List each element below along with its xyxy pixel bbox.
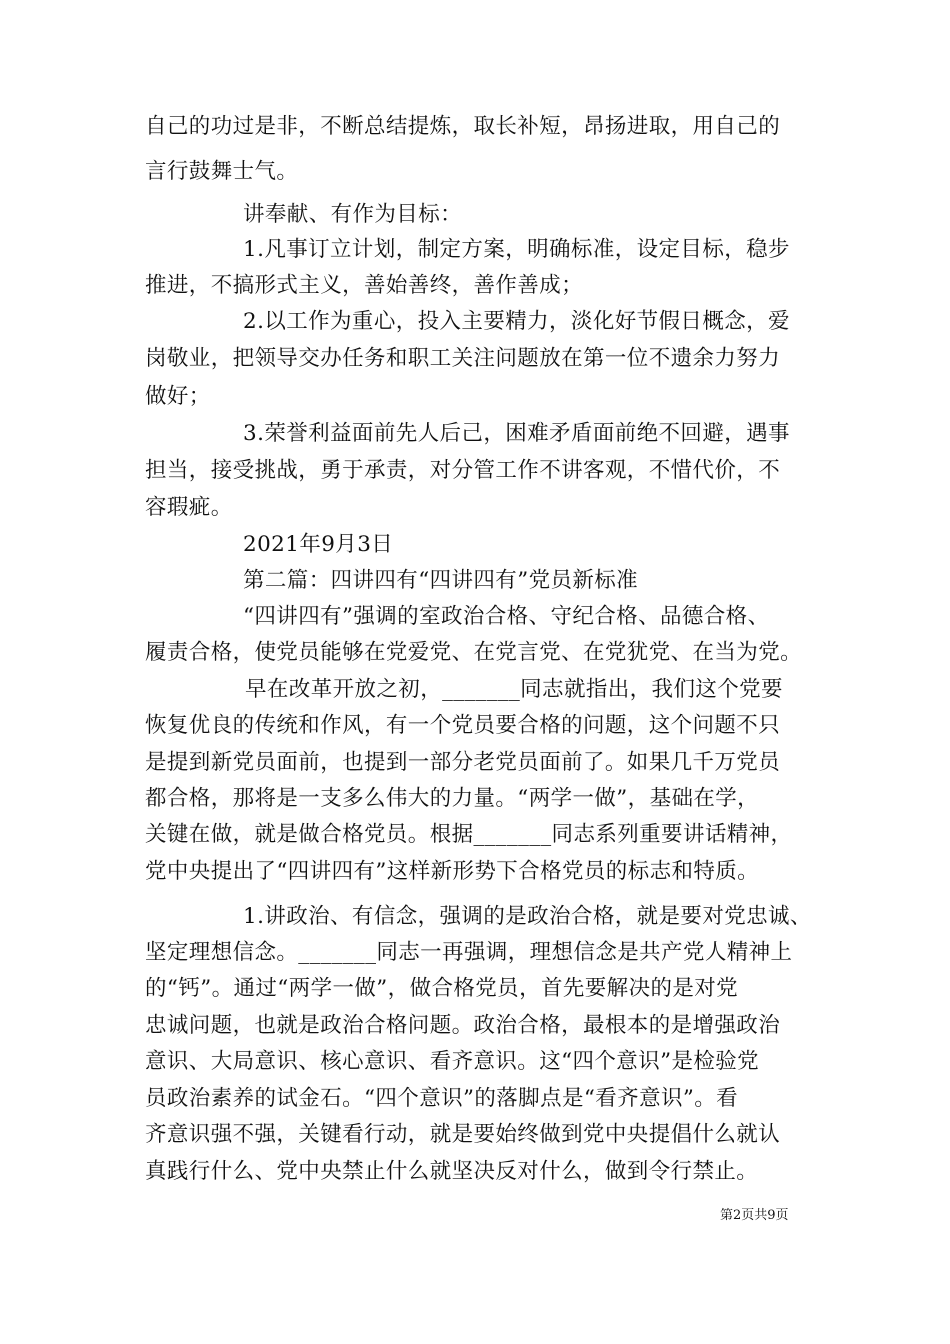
text-line: 早在改革开放之初，_______同志就指出，我们这个党要 — [245, 677, 783, 702]
page-number: 第2页共9页 — [720, 1208, 789, 1223]
text-line: 是提到新党员面前，也提到一部分老党员面前了。如果几千万党员 — [145, 750, 781, 775]
date-line: 2021年9月3日 — [243, 532, 394, 557]
section-heading: 第二篇：四讲四有“四讲四有”党员新标准 — [243, 568, 639, 593]
text-line: 履责合格，使党员能够在党爱党、在党言党、在党犹党、在当为党。 — [145, 640, 803, 665]
text-line: 都合格，那将是一支多么伟大的力量。“两学一做”，基础在学， — [145, 786, 760, 811]
text-line: 党中央提出了“四讲四有”这样新形势下合格党员的标志和特质。 — [145, 859, 760, 884]
text-line: “四讲四有”强调的室政治合格、守纪合格、品德合格、 — [243, 604, 770, 629]
text-line: 真践行什么、党中央禁止什么就坚决反对什么，做到令行禁止。 — [145, 1159, 759, 1184]
text-line: 齐意识强不强，关键看行动，就是要始终做到党中央提倡什么就认 — [145, 1122, 781, 1147]
text-line: 担当，接受挑战，勇于承责，对分管工作不讲客观，不惜代价，不 — [145, 458, 781, 483]
text-line: 2.以工作为重心，投入主要精力，淡化好节假日概念，爱 — [243, 309, 790, 334]
text-line: 1.凡事订立计划，制定方案，明确标准，设定目标，稳步 — [243, 237, 790, 262]
text-line: 恢复优良的传统和作风，有一个党员要合格的问题，这个问题不只 — [145, 713, 781, 738]
text-line: 意识、大局意识、核心意识、看齐意识。这“四个意识”是检验党 — [145, 1049, 760, 1074]
text-line: 1.讲政治、有信念，强调的是政治合格，就是要对党忠诚、 — [243, 904, 812, 929]
text-line: 推进，不搞形式主义，善始善终，善作善成； — [145, 273, 584, 298]
text-line: 坚定理想信念。_______同志一再强调，理想信念是共产党人精神上 — [145, 940, 793, 965]
text-line: 容瑕疵。 — [145, 495, 233, 520]
text-line: 员政治素养的试金石。“四个意识”的落脚点是“看齐意识”。看 — [145, 1086, 739, 1111]
text-line: 忠诚问题，也就是政治合格问题。政治合格，最根本的是增强政治 — [145, 1013, 781, 1038]
text-line: 做好； — [145, 384, 211, 409]
text-line: 自己的功过是非，不断总结提炼，取长补短，昂扬进取，用自己的 — [145, 114, 781, 139]
text-line: 讲奉献、有作为目标： — [243, 202, 463, 227]
text-line: 言行鼓舞士气。 — [145, 159, 299, 184]
text-line: 3.荣誉利益面前先人后己，困难矛盾面前绝不回避，遇事 — [243, 421, 790, 446]
text-line: 岗敬业，把领导交办任务和职工关注问题放在第一位不遗余力努力 — [145, 346, 781, 371]
text-line: 的“钙”。通过“两学一做”，做合格党员，首先要解决的是对党 — [145, 976, 739, 1001]
text-line: 关键在做，就是做合格党员。根据_______同志系列重要讲话精神， — [145, 822, 793, 847]
